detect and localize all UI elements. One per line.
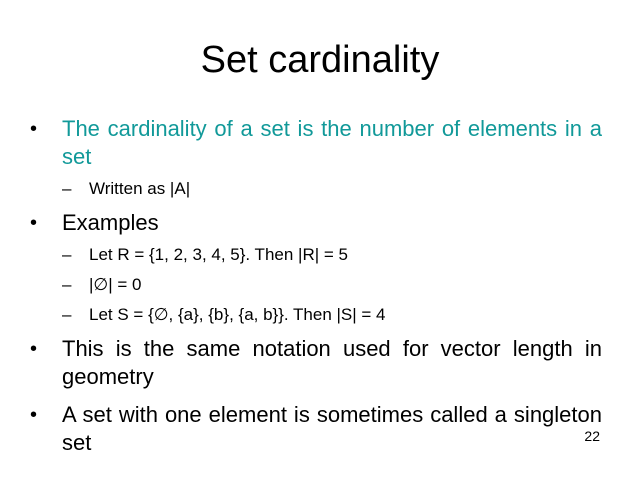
bullet-singleton <box>30 401 602 457</box>
bullet-text: A set with one element is sometimes called a singleton set <box>62 402 602 455</box>
sub-bullet-text: Written as |A| <box>89 179 191 198</box>
sub-bullet-marker: – <box>62 245 72 264</box>
bullet-examples <box>30 209 602 237</box>
sub-bullet-text: Let S = {∅, {a}, {b}, {a, b}}. Then |S| = 4 <box>89 305 386 324</box>
sub-bullet-text: |∅| = 0 <box>89 275 142 294</box>
page-number: 22 <box>584 428 600 444</box>
bullet-marker: • <box>30 212 38 234</box>
slide-title: Set cardinality <box>200 39 440 81</box>
sub-bullet-text: Let R = {1, 2, 3, 4, 5}. Then |R| = 5 <box>89 245 348 264</box>
sub-bullet-written-as <box>30 179 602 199</box>
bullet-cardinality-definition <box>30 115 602 171</box>
bullet-text: Examples <box>62 210 159 235</box>
bullet-marker: • <box>30 338 38 360</box>
sub-bullet-marker: – <box>62 275 72 294</box>
sub-bullet-example-s <box>30 305 602 325</box>
bullet-text: The cardinality of a set is the number of elements in a set <box>62 116 602 169</box>
bullet-text: This is the same notation used for vector length in geometry <box>62 336 602 389</box>
bullet-marker: • <box>30 404 38 426</box>
sub-bullet-example-empty <box>30 275 602 295</box>
bullet-vector-length <box>30 335 602 391</box>
sub-bullet-example-r <box>30 245 602 265</box>
slide-content <box>30 115 602 457</box>
sub-bullet-marker: – <box>62 305 72 324</box>
sub-bullet-marker: – <box>62 179 72 198</box>
bullet-marker: • <box>30 118 38 140</box>
